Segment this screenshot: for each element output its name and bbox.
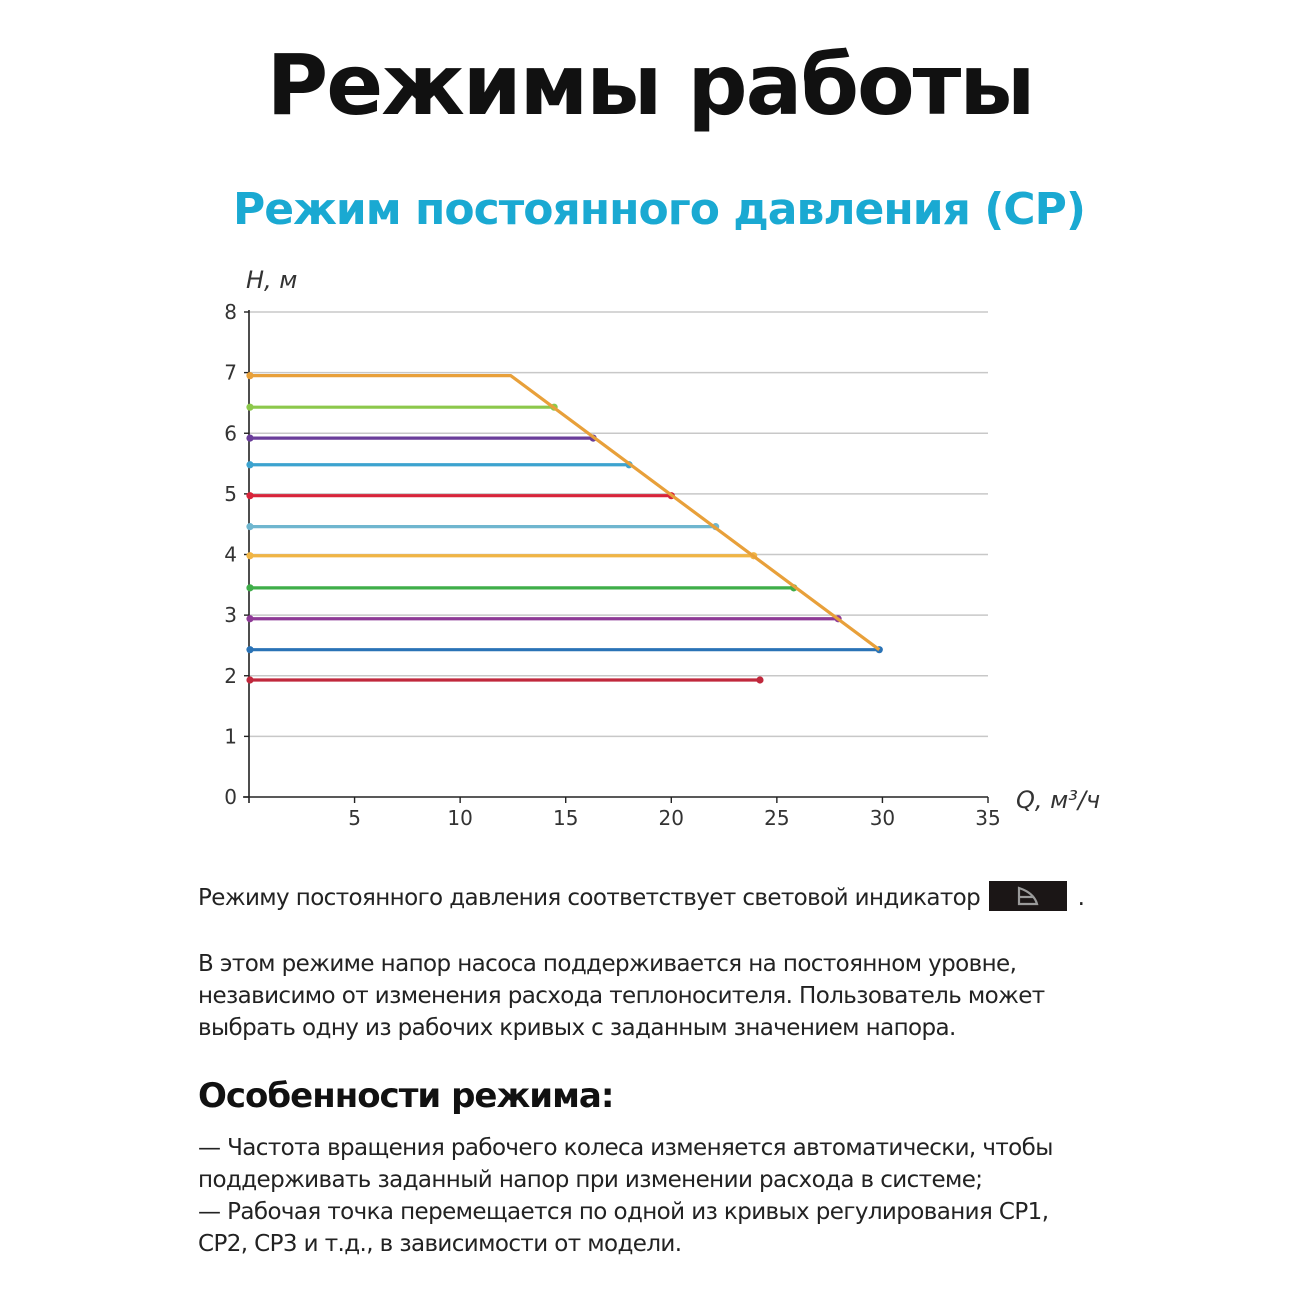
x-tick-label: 15 — [552, 806, 579, 830]
y-tick-label: 7 — [224, 360, 237, 385]
constant-pressure-icon — [1016, 886, 1040, 906]
page-title: Режимы работы — [266, 36, 1034, 134]
x-tick-label: 35 — [975, 806, 1001, 830]
series-start-marker — [246, 646, 253, 653]
feature-item-line: — Рабочая точка перемещается по одной из кривых регулирования CP1, — [198, 1199, 1049, 1225]
y-tick-label: 6 — [224, 421, 237, 446]
y-tick-label: 2 — [224, 663, 237, 688]
description-line: В этом режиме напор насоса поддерживается на постоянном уровне, — [198, 951, 1017, 977]
indicator-text: Режиму постоянного давления соответствует световой индикатор — [198, 885, 981, 911]
indicator-period: . — [1077, 885, 1085, 911]
x-tick-label: 20 — [658, 806, 685, 830]
x-tick-label: 30 — [869, 806, 896, 830]
feature-item-line: поддерживать заданный напор при изменении расхода в системе; — [198, 1167, 983, 1193]
feature-item-line: CP2, CP3 и т.д., в зависимости от модели. — [198, 1231, 682, 1257]
series-start-marker — [246, 615, 253, 622]
x-tick-label: 25 — [764, 806, 790, 830]
chart-tick-labels — [224, 300, 1000, 830]
series-line — [249, 376, 879, 650]
description-line: выбрать одну из рабочих кривых с заданным значением напора. — [198, 1015, 956, 1041]
y-tick-label: 0 — [224, 785, 237, 809]
series-start-marker — [246, 435, 253, 442]
description-line: независимо от изменения расхода теплоносителя. Пользователь может — [198, 983, 1045, 1009]
series-start-marker — [246, 676, 253, 683]
y-tick-label: 5 — [224, 481, 237, 506]
y-axis-label: H, м — [246, 266, 298, 294]
y-tick-label: 8 — [224, 300, 237, 324]
x-tick-label: 5 — [348, 806, 361, 830]
y-tick-label: 3 — [224, 603, 237, 628]
feature-item-line: — Частота вращения рабочего колеса изменяется автоматически, чтобы — [198, 1135, 1053, 1161]
series-end-marker — [756, 676, 763, 683]
x-tick-label: 10 — [447, 806, 473, 830]
y-tick-label: 1 — [224, 724, 237, 749]
series-start-marker — [246, 492, 253, 499]
series-start-marker — [246, 523, 253, 530]
y-tick-label: 4 — [224, 542, 237, 567]
series-start-marker — [246, 404, 253, 411]
x-axis-label: Q, м³/ч — [1016, 786, 1101, 814]
series-start-marker — [246, 372, 253, 379]
chart-title: Режим постоянного давления (CP) — [233, 184, 1085, 235]
series-start-marker — [246, 584, 253, 591]
series-start-marker — [246, 461, 253, 468]
description-paragraph — [198, 948, 1118, 1044]
indicator-badge — [989, 881, 1067, 911]
indicator-paragraph — [198, 882, 1118, 914]
features-list — [198, 1132, 1118, 1260]
series-start-marker — [246, 552, 253, 559]
features-heading: Особенности режима: — [198, 1076, 614, 1116]
chart-series — [246, 372, 882, 684]
